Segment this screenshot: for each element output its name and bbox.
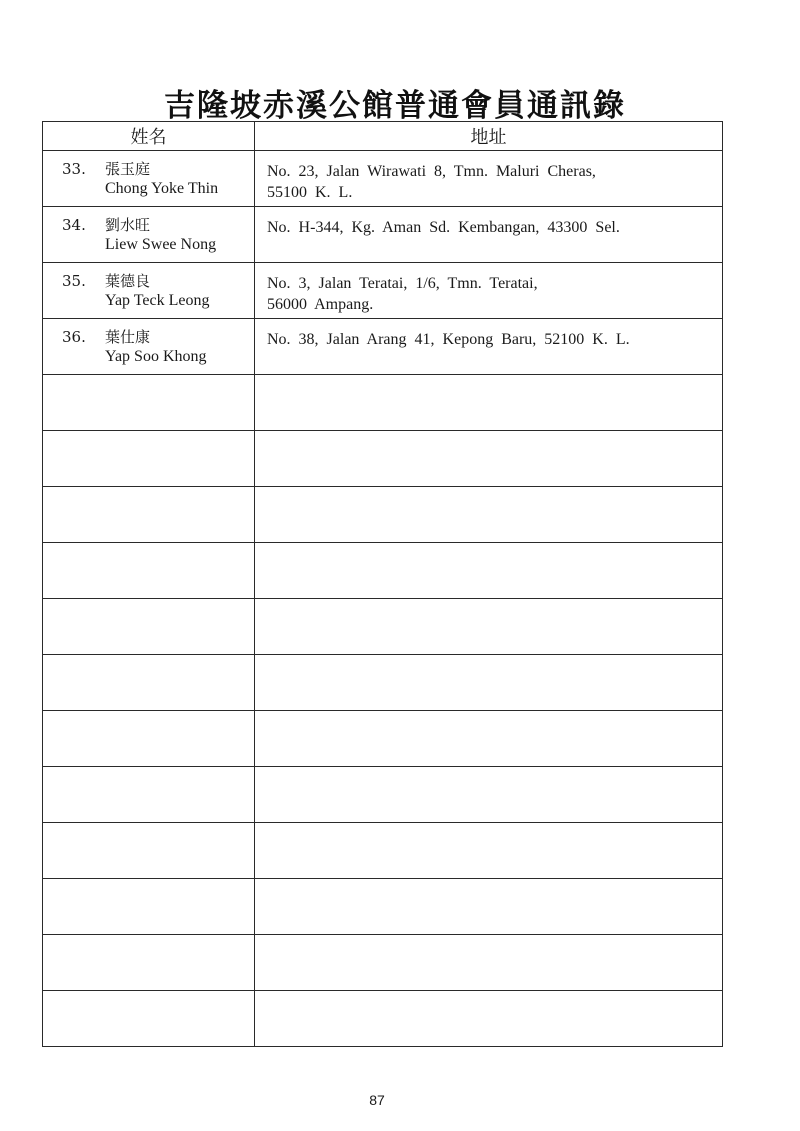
blank-table-row (43, 543, 723, 599)
name-cell (43, 319, 255, 375)
address-cell (255, 207, 723, 263)
address-cell (255, 319, 723, 375)
blank-address-cell (255, 711, 723, 767)
member-english-name: Chong Yoke Thin (105, 180, 219, 197)
blank-address-cell (255, 431, 723, 487)
name-cell (43, 151, 255, 207)
blank-table-row (43, 991, 723, 1047)
address-line-1: No. 23, Jalan Wirawati 8, Tmn. Maluri Cheras, (267, 163, 596, 180)
blank-table-row (43, 655, 723, 711)
blank-table-row (43, 935, 723, 991)
blank-address-cell (255, 375, 723, 431)
name-cell (43, 207, 255, 263)
table-row (43, 319, 723, 375)
blank-address-cell (255, 599, 723, 655)
address-line-2: 55100 K. L. (267, 184, 353, 201)
blank-name-cell (43, 543, 255, 599)
blank-name-cell (43, 991, 255, 1047)
blank-table-row (43, 823, 723, 879)
member-english-name: Liew Swee Nong (105, 236, 217, 253)
blank-table-row (43, 767, 723, 823)
address-line-1: No. H-344, Kg. Aman Sd. Kembangan, 43300 Sel. (267, 219, 620, 236)
table-row (43, 207, 723, 263)
member-chinese-name: 劉水旺 (105, 216, 151, 234)
blank-address-cell (255, 487, 723, 543)
blank-name-cell (43, 599, 255, 655)
blank-name-cell (43, 767, 255, 823)
member-directory-table (42, 121, 723, 1047)
address-line-1: No. 38, Jalan Arang 41, Kepong Baru, 52100 K. L. (267, 331, 630, 348)
name-column-header: 姓名 (43, 122, 255, 151)
member-chinese-name: 葉德良 (105, 272, 151, 290)
member-english-name: Yap Teck Leong (105, 292, 210, 309)
blank-name-cell (43, 823, 255, 879)
blank-address-cell (255, 823, 723, 879)
blank-table-row (43, 375, 723, 431)
page-number: 87 (369, 1092, 385, 1108)
address-line-1: No. 3, Jalan Teratai, 1/6, Tmn. Teratai, (267, 275, 538, 292)
member-number: 35. (62, 272, 86, 290)
table-row (43, 151, 723, 207)
document-title: 吉隆坡赤溪公館普通會員通訊錄 (164, 88, 626, 124)
blank-name-cell (43, 431, 255, 487)
blank-address-cell (255, 991, 723, 1047)
blank-name-cell (43, 655, 255, 711)
blank-table-row (43, 431, 723, 487)
table-header-row (43, 122, 723, 151)
blank-name-cell (43, 375, 255, 431)
blank-table-row (43, 487, 723, 543)
blank-name-cell (43, 879, 255, 935)
address-cell (255, 263, 723, 319)
blank-address-cell (255, 767, 723, 823)
blank-address-cell (255, 935, 723, 991)
name-cell (43, 263, 255, 319)
member-chinese-name: 張玉庭 (105, 160, 151, 178)
address-cell (255, 151, 723, 207)
blank-name-cell (43, 935, 255, 991)
address-column-header: 地址 (255, 122, 723, 151)
member-chinese-name: 葉仕康 (105, 328, 151, 346)
address-line-2: 56000 Ampang. (267, 296, 374, 313)
blank-table-row (43, 711, 723, 767)
blank-name-cell (43, 487, 255, 543)
table-row (43, 263, 723, 319)
member-number: 34. (62, 216, 86, 234)
member-english-name: Yap Soo Khong (105, 348, 207, 365)
blank-name-cell (43, 711, 255, 767)
blank-address-cell (255, 655, 723, 711)
blank-address-cell (255, 543, 723, 599)
blank-table-row (43, 599, 723, 655)
blank-address-cell (255, 879, 723, 935)
blank-table-row (43, 879, 723, 935)
member-number: 36. (62, 328, 86, 346)
member-number: 33. (62, 160, 86, 178)
